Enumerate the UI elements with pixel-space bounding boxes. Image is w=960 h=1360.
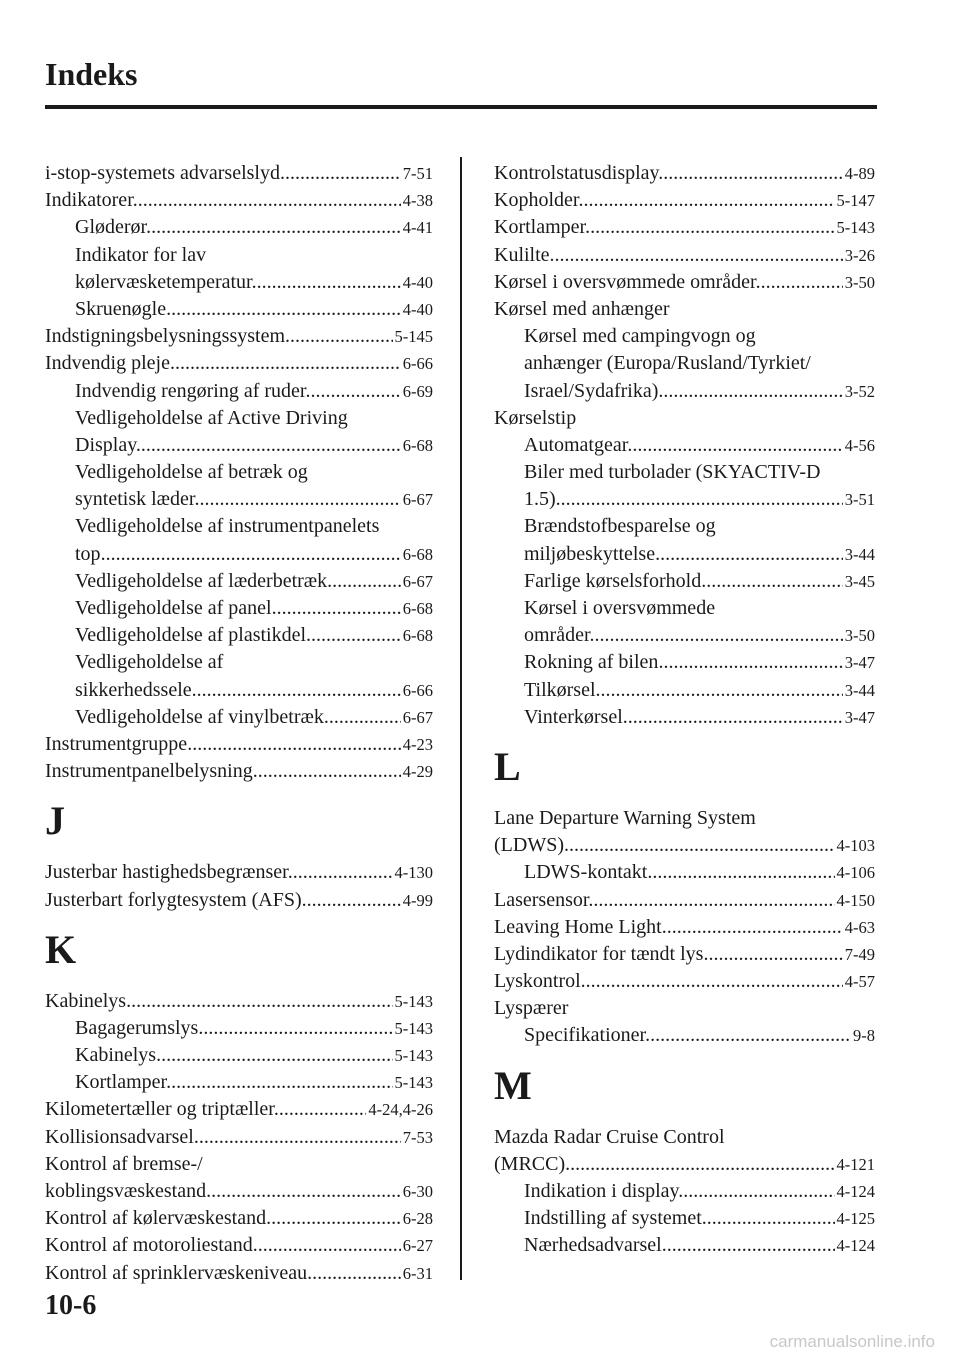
page-reference: 9-8 [851,1022,875,1049]
column-divider [460,157,462,1280]
index-section-letter: J [45,798,65,844]
page-reference: 4-56 [843,432,875,459]
index-subentry [45,1069,433,1096]
entry-text: Kontrolstatusdisplay ..... [494,162,875,184]
index-entry [45,1124,433,1151]
entry-text: Kilometertæller og triptæller ..... [45,1098,433,1120]
page-reference: 3-50 [843,269,875,296]
page-reference: 4-40 [401,296,433,323]
page-reference: 7-49 [843,941,875,968]
entry-text: Gløderør ..... [75,216,433,238]
entry-text: Automatgear ..... [524,434,875,456]
entry-text: Lyspærer [494,997,569,1020]
index-subentry [45,1042,433,1069]
page-reference: 4-57 [843,968,875,995]
index-subentry [494,1022,875,1049]
index-subentry [494,1232,875,1259]
page-reference: 6-66 [401,350,433,377]
index-entry [494,269,875,296]
index-entry [494,1124,875,1151]
index-subentry [45,486,433,513]
entry-text: kølervæsketemperatur ..... [75,271,433,293]
index-entry [45,160,433,187]
page-reference: 4-63 [843,914,875,941]
index-entry [494,914,875,941]
page-reference: 4-41 [401,214,433,241]
index-subentry [45,432,433,459]
entry-text: Kontrol af kølervæskestand ..... [45,1207,433,1229]
page-reference: 6-31 [401,1260,433,1287]
page-reference: 5-145 [393,323,434,350]
index-entry [494,887,875,914]
page-reference: 6-66 [401,677,433,704]
page-reference: 4-121 [835,1151,876,1178]
entry-text: Kontrol af bremse-/ [45,1152,203,1175]
index-section-letter: M [494,1062,532,1108]
entry-text: Skruenøgle ..... [75,298,433,320]
header-rule [45,105,877,109]
page-reference: 4-29 [401,758,433,785]
page-number: 10-6 [45,1290,97,1321]
entry-text: Kørsel i oversvømmede [524,597,716,619]
entry-text: Lasersensor ..... [494,889,875,911]
page-reference: 3-47 [843,704,875,731]
watermark: carmanualsonline.info [769,1332,935,1351]
page-reference: 4-130 [393,859,434,886]
page-reference: 6-68 [401,432,433,459]
index-entry [494,1151,875,1178]
index-subentry [45,622,433,649]
index-subentry [494,432,875,459]
page-reference: 6-67 [401,486,433,513]
entry-text: Vedligeholdelse af plastikdel ..... [75,624,433,646]
entry-text: Instrumentgruppe ..... [45,733,433,755]
index-subentry [45,214,433,241]
page-reference: 5-143 [393,988,434,1015]
entry-text: Kabinelys ..... [75,1044,433,1066]
page-reference: 3-50 [843,622,875,649]
index-entry [494,995,875,1022]
index-subentry [494,568,875,595]
page-reference: 7-51 [401,160,433,187]
page-reference: 4-106 [835,859,876,886]
entry-text: Vinterkørsel ..... [524,706,875,728]
index-entry [45,1096,433,1123]
page-reference: 6-68 [401,541,433,568]
index-entry [494,296,875,323]
index-entry [494,242,875,269]
entry-text: Indvendig rengøring af ruder ..... [75,380,433,402]
index-entry [494,805,875,832]
index-subentry [494,1178,875,1205]
index-entry [494,968,875,995]
entry-text: Indikatorer ..... [45,189,433,211]
entry-text: Leaving Home Light ..... [494,916,875,938]
entry-text: Display ..... [75,434,433,456]
index-entry [494,214,875,241]
page-reference: 4-150 [835,887,876,914]
index-entry [45,887,433,914]
index-section-letter: K [45,926,77,972]
entry-text: Specifikationer ..... [524,1024,875,1046]
index-entry [45,758,433,785]
entry-text: Vedligeholdelse af [75,651,224,674]
entry-text: Vedligeholdelse af Active Driving [75,406,348,429]
index-subentry [494,541,875,568]
entry-text: Kabinelys ..... [45,990,433,1012]
entry-text: Kontrol af sprinklervæskeniveau ..... [45,1262,433,1284]
index-subentry [45,378,433,405]
page-reference: 3-51 [843,486,875,513]
page-reference: 5-143 [393,1015,434,1042]
page-reference: 6-67 [401,568,433,595]
index-entry [45,859,433,886]
index-entry [45,1151,433,1178]
entry-text: Nærhedsadvarsel ..... [524,1234,875,1256]
index-entry [494,832,875,859]
entry-text: Kontrol af motoroliestand ..... [45,1234,433,1256]
index-subentry [45,459,433,486]
entry-text: Kortlamper ..... [75,1071,433,1093]
entry-text: Lane Departure Warning System [494,806,756,829]
index-subentry [45,704,433,731]
index-subentry [45,405,433,432]
page-reference: 3-44 [843,541,875,568]
entry-text: LDWS-kontakt ..... [524,861,875,883]
entry-text: Brændstofbesparelse og [524,515,716,538]
index-subentry [494,677,875,704]
entry-text: (MRCC) ..... [494,1153,875,1175]
entry-text: Vedligeholdelse af betræk og [75,461,308,484]
index-subentry [494,704,875,731]
page-reference: 4-38 [401,187,433,214]
index-subentry [45,1015,433,1042]
entry-text: Vedligeholdelse af vinylbetræk ..... [75,706,433,728]
page-reference: 6-69 [401,378,433,405]
index-entry [45,1205,433,1232]
page-reference: 4-125 [835,1205,876,1232]
entry-text: 1.5) ..... [524,488,875,510]
entry-text: Indvendig pleje ..... [45,352,433,374]
entry-text: Kørsel med campingvogn og [524,325,756,348]
index-subentry [45,296,433,323]
index-subentry [494,513,875,540]
entry-text: Kollisionsadvarsel ..... [45,1126,433,1148]
entry-text: sikkerhedssele ..... [75,679,433,701]
entry-text: Kørsel med anhænger [494,297,670,320]
index-subentry [45,269,433,296]
entry-text: top ..... [75,543,433,565]
index-subentry [45,568,433,595]
page-reference: 4-124 [835,1232,876,1259]
page-reference: 4-89 [843,160,875,187]
page-reference: 4-103 [835,832,876,859]
entry-text: koblingsvæskestand ..... [45,1180,433,1202]
page-reference: 3-47 [843,649,875,676]
entry-text: Kørselstip [494,406,577,429]
page-reference: 6-28 [401,1205,433,1232]
entry-text: Kortlamper ..... [494,216,875,238]
index-section-letter: L [494,743,521,789]
entry-text: Indstilling af systemet ..... [524,1207,875,1229]
page-reference: 6-67 [401,704,433,731]
entry-text: i-stop-systemets advarselslyd ..... [45,162,433,184]
page-reference: 4-24,4-26 [366,1096,433,1123]
entry-text: Vedligeholdelse af instrumentpanelets [75,515,380,538]
index-subentry [45,649,433,676]
page-title: Indeks [45,56,138,92]
entry-text: Kørsel i oversvømmede områder ..... [494,271,875,293]
page-reference: 3-52 [843,378,875,405]
index-entry [45,1178,433,1205]
index-subentry [494,378,875,405]
index-subentry [494,859,875,886]
index-entry [45,1232,433,1259]
page-reference: 4-124 [835,1178,876,1205]
page-reference: 3-44 [843,677,875,704]
entry-text: Rokning af bilen ..... [524,651,875,673]
page-reference: 6-27 [401,1232,433,1259]
page-reference: 3-45 [843,568,875,595]
entry-text: Lydindikator for tændt lys ..... [494,943,875,965]
index-subentry [45,242,433,269]
page-reference: 4-23 [401,731,433,758]
page-reference: 6-68 [401,622,433,649]
entry-text: områder ..... [524,624,875,646]
page-reference: 3-26 [843,242,875,269]
index-entry [45,187,433,214]
index-subentry [494,459,875,486]
page-reference: 5-143 [835,214,876,241]
entry-text: syntetisk læder ..... [75,488,433,510]
index-entry [45,1260,433,1287]
entry-text: Tilkørsel ..... [524,679,875,701]
entry-text: Israel/Sydafrika) ..... [524,380,875,402]
entry-text: Bagagerumslys ..... [75,1017,433,1039]
index-subentry [45,541,433,568]
entry-text: (LDWS) ..... [494,834,875,856]
entry-text: Instrumentpanelbelysning ..... [45,760,433,782]
index-column-left [45,160,433,1287]
index-entry [494,187,875,214]
index-subentry [494,323,875,350]
entry-text: Indstigningsbelysningssystem ..... [45,325,433,347]
index-entry [494,160,875,187]
entry-text: Justerbar hastighedsbegrænser ..... [45,861,433,883]
index-entry [45,323,433,350]
index-entry [45,731,433,758]
page-reference: 7-53 [401,1124,433,1151]
entry-text: Indikation i display ..... [524,1180,875,1202]
page-reference: 4-99 [401,887,433,914]
page-reference: 4-40 [401,269,433,296]
index-subentry [494,622,875,649]
index-subentry [45,677,433,704]
index-subentry [494,649,875,676]
page-reference: 5-143 [393,1042,434,1069]
entry-text: Kulilte ..... [494,244,875,266]
entry-text: Vedligeholdelse af panel ..... [75,597,433,619]
entry-text: Farlige kørselsforhold ..... [524,570,875,592]
page-reference: 6-68 [401,595,433,622]
entry-text: Kopholder ..... [494,189,875,211]
entry-text: Vedligeholdelse af læderbetræk ..... [75,570,433,592]
index-entry [494,405,875,432]
page-reference: 6-30 [401,1178,433,1205]
index-subentry [494,486,875,513]
index-entry [45,988,433,1015]
entry-text: miljøbeskyttelse ..... [524,543,875,565]
page-reference: 5-143 [393,1069,434,1096]
index-entry [45,350,433,377]
entry-text: Biler med turbolader (SKYACTIV-D [524,461,821,484]
index-column-right [494,160,875,1260]
index-subentry [494,350,875,377]
entry-text: Mazda Radar Cruise Control [494,1125,725,1148]
index-subentry [45,513,433,540]
index-subentry [45,595,433,622]
entry-text: Justerbart forlygtesystem (AFS) ..... [45,889,433,911]
page-reference: 5-147 [835,187,876,214]
index-subentry [494,595,875,622]
entry-text: anhænger (Europa/Rusland/Tyrkiet/ [524,352,811,375]
entry-text: Lyskontrol ..... [494,970,875,992]
index-entry [494,941,875,968]
index-subentry [494,1205,875,1232]
entry-text: Indikator for lav [75,243,207,266]
